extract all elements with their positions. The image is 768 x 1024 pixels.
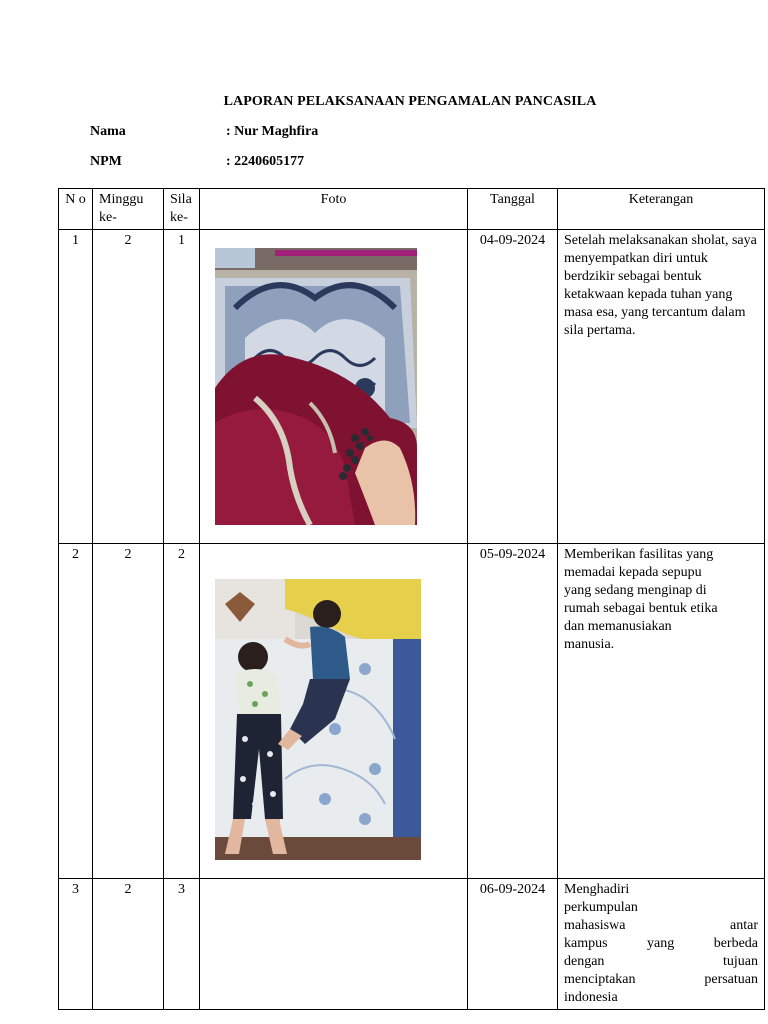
row-date: 04-09-2024: [468, 230, 558, 544]
name-value: : Nur Maghfira: [226, 124, 319, 139]
description-line: kampus yang berbeda: [564, 936, 758, 951]
row-photo-cell: [200, 879, 468, 1010]
row-photo-cell: [200, 544, 468, 879]
photo-dzikir: [215, 248, 417, 525]
table-row: [59, 879, 765, 1010]
row-date: 06-09-2024: [468, 879, 558, 1010]
row-description: Setelah melaksanakan sholat, saya menyempatkan diri untuk berdzikir sebagai bentuk ketakwaan kepada tuhan yang masa esa, yang tercantum dalam sila pertama.: [558, 230, 765, 544]
description-line: menciptakan persatuan: [564, 972, 758, 987]
row-no: 3: [59, 879, 93, 1010]
name-label: Nama: [90, 124, 126, 139]
row-week: 2: [93, 230, 164, 544]
header-week: Minggu ke-: [93, 189, 164, 230]
row-sila: 1: [164, 230, 200, 544]
npm-label: NPM: [90, 154, 122, 169]
photo-dzikir-image: [215, 248, 417, 525]
table-row: [59, 544, 765, 879]
row-no: 2: [59, 544, 93, 879]
row-description: [558, 879, 765, 1010]
row-no: 1: [59, 230, 93, 544]
row-date: 05-09-2024: [468, 544, 558, 879]
description-line: indonesia: [564, 990, 618, 1005]
row-sila: 3: [164, 879, 200, 1010]
description-line: mahasiswa antar: [564, 918, 758, 933]
npm-value: : 2240605177: [226, 154, 305, 169]
photo-cousins-sleeping-image: [215, 579, 421, 860]
report-title: LAPORAN PELAKSANAAN PENGAMALAN PANCASILA: [223, 94, 597, 109]
table-row: [59, 230, 765, 544]
row-description: Memberikan fasilitas yang memadai kepada sepupu yang sedang menginap di rumah sebagai bentuk etika dan memanusiakan manusia.: [558, 544, 765, 879]
row-week: 2: [93, 544, 164, 879]
description-line: perkumpulan: [564, 900, 638, 915]
description-line: Menghadiri: [564, 882, 630, 897]
header-no: N o: [59, 189, 93, 230]
row-photo-cell: [200, 230, 468, 544]
header-photo: Foto: [200, 189, 468, 230]
header-sila: Sila ke-: [164, 189, 200, 230]
header-description: Keterangan: [558, 189, 765, 230]
description-line: dengan tujuan: [564, 954, 758, 969]
header-date: Tanggal: [468, 189, 558, 230]
row-sila: 2: [164, 544, 200, 879]
row-week: 2: [93, 879, 164, 1010]
photo-cousins-sleeping: [215, 579, 421, 860]
table-header-row: [59, 189, 765, 230]
report-table: [58, 188, 765, 1010]
